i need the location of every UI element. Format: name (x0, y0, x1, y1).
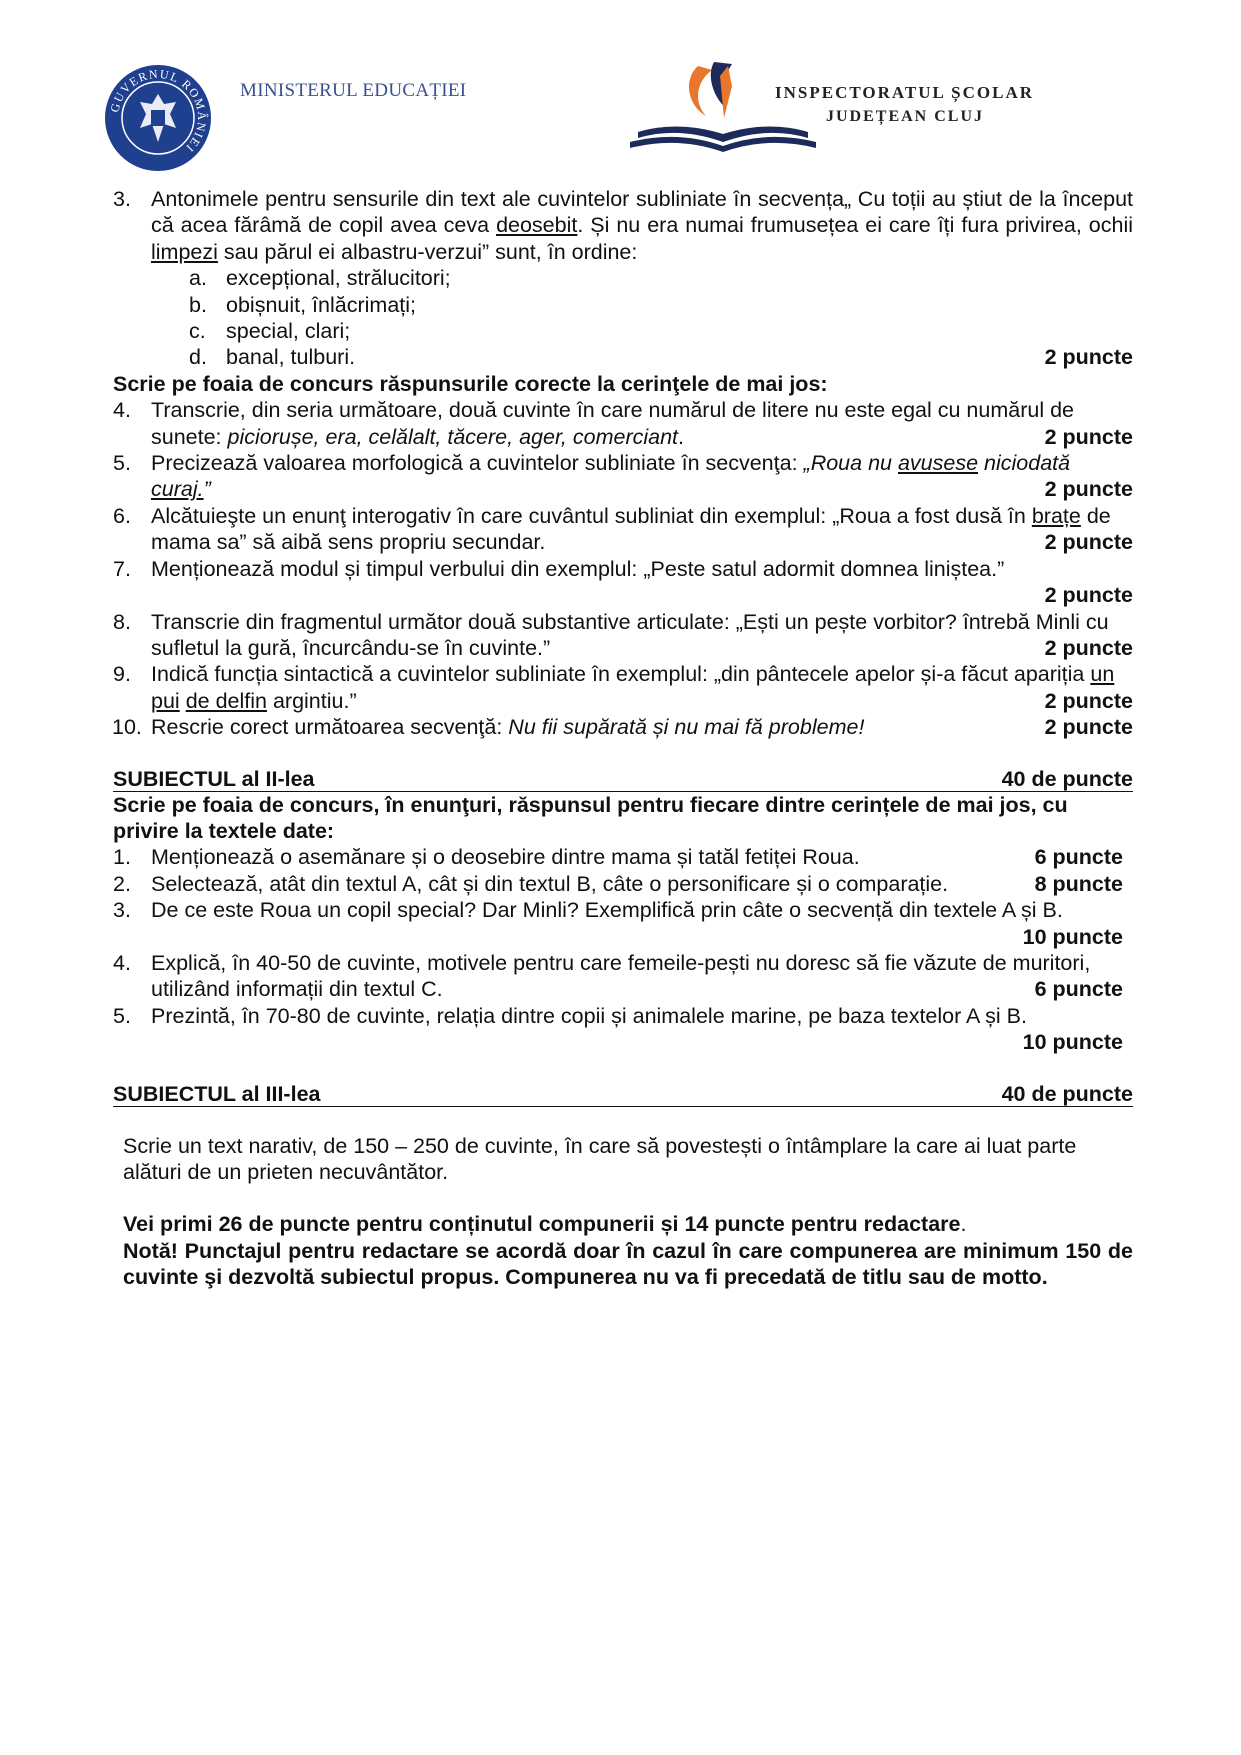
question-text: Rescrie corect următoarea secvenţă: (151, 715, 509, 740)
question-text: Menționează modul și timpul verbului din exemplul: „Peste satul adormit domnea liniștea.” (151, 556, 1005, 581)
question-text: Indică funcția sintactică a cuvintelor subliniate în exemplul: „din pântecele apelor și-a făcut apariția (151, 662, 1091, 687)
item-text: De ce este Roua un copil special? Dar Minli? Exemplifică prin câte o secvență din textele A și B. (151, 898, 1063, 923)
question-9 (113, 661, 1133, 714)
points-label: 6 puncte (1034, 845, 1123, 870)
essay-task: Scrie un text narativ, de 150 – 250 de cuvinte, în care să povestești o întâmplare la care ai luat parte alături de un prieten necuvântător. (123, 1133, 1077, 1184)
government-seal-logo (104, 64, 212, 172)
option-letter: a. (189, 266, 207, 291)
underlined-word: brațe (1031, 503, 1081, 528)
exam-content (113, 186, 1133, 1291)
item-text: Selectează, atât din textul A, cât și din textul B, câte o personificare și o comparație. (151, 871, 949, 896)
item-text: Explică, în 40-50 de cuvinte, motivele pentru care femeile-pești nu doresc să fie văzute de muritori, utilizând informații din textul C. (151, 950, 1091, 1002)
scoring-text: Vei primi 26 de puncte pentru conținutul compunerii și 14 puncte pentru redactare (123, 1212, 961, 1237)
option-b (113, 292, 1133, 318)
question-number: 3. (113, 187, 131, 211)
question-text: Alcătuieşte un enunţ interogativ în care cuvântul subliniat din exemplul: „Roua a fost dusă în (151, 503, 1032, 528)
points-label: 2 puncte (1044, 715, 1133, 740)
question-number: 6. (113, 503, 131, 528)
underlined-word: deosebit (496, 213, 578, 238)
subject-title: SUBIECTUL al II-lea (113, 766, 315, 791)
underlined-word: limpezi (151, 239, 218, 264)
question-number: 10. (112, 715, 142, 740)
inspectorate-name-line2: JUDEȚEAN CLUJ (826, 108, 985, 125)
option-letter: b. (189, 292, 207, 317)
item-number: 5. (113, 1003, 131, 1028)
question-6 (113, 503, 1133, 556)
page-header (0, 0, 1241, 175)
subject-points: 40 de puncte (1001, 766, 1133, 791)
scoring-text: . (960, 1212, 967, 1237)
points-label: 2 puncte (1044, 688, 1133, 713)
option-a (113, 265, 1133, 291)
points-label: 2 puncte (1044, 477, 1133, 502)
word-list: piciorușe, era, celălalt, tăcere, ager, comerciant (227, 424, 679, 449)
scoring-note: Notă! Punctajul pentru redactare se acordă doar în cazul în care compunerea are minimum 150 de cuvinte şi dezvoltă subiectul propus. Compunerea nu va fi precedată de titlu sau de motto. (123, 1238, 1133, 1290)
points-label: 8 puncte (1034, 871, 1123, 896)
subject-title: SUBIECTUL al III-lea (113, 1081, 321, 1106)
question-text: de mama sa” să aibă sens propriu secundar. (151, 503, 1111, 555)
question-text: . (678, 424, 685, 449)
points-label: 2 puncte (1044, 583, 1133, 608)
question-text: sau părul ei albastru-verzui” sunt, în ordine: (217, 239, 638, 264)
underlined-word: de delfin (185, 688, 267, 713)
points-label: 2 puncte (1044, 635, 1133, 660)
item-number: 3. (113, 898, 131, 923)
subject-3-heading (113, 1082, 1133, 1107)
question-number: 7. (113, 556, 131, 581)
question-text: Precizează valoarea morfologică a cuvintelor subliniate în secvenţa: (151, 451, 804, 476)
option-text: special, clari; (226, 319, 351, 344)
underlined-word: curaj. (151, 477, 204, 502)
scoring-info (113, 1211, 1133, 1237)
question-text: Transcrie, din seria următoare, două cuvinte în care numărul de litere nu este egal cu numărul de sunete: (151, 398, 1074, 449)
question-5 (113, 450, 1133, 503)
points-label: 2 puncte (1044, 345, 1133, 370)
question-text: Transcrie din fragmentul următor două substantive articulate: „Ești un pește vorbitor? întrebă Minli cu sufletul la gură, încurcându-se în cuvinte.” (151, 609, 1109, 660)
item-number: 2. (113, 871, 131, 896)
question-8 (113, 609, 1133, 662)
question-3 (113, 186, 1133, 265)
option-text: banal, tulburi. (226, 345, 356, 370)
points-label: 10 puncte (1022, 924, 1123, 949)
underlined-word: avusese (897, 451, 979, 476)
subject-2-item-3 (113, 897, 1133, 950)
question-10 (113, 714, 1133, 740)
subject-2-item-5 (113, 1003, 1133, 1056)
instruction-heading: Scrie pe foaia de concurs răspunsurile corecte la cerinţele de mai jos: (113, 371, 828, 396)
option-letter: c. (189, 319, 206, 344)
subject-2-instruction: Scrie pe foaia de concurs, în enunţuri, răspunsul pentru fiecare dintre cerințele de mai jos, cu privire la textele date: (113, 792, 1068, 843)
ministry-title: MINISTERUL EDUCAȚIEI (240, 80, 467, 101)
question-number: 8. (113, 609, 131, 634)
subject-2-item-1 (113, 844, 1133, 870)
subject-2-heading (113, 767, 1133, 792)
quote-text: niciodată (978, 451, 1071, 476)
question-number: 9. (113, 662, 131, 687)
inspectorate-name-line1: INSPECTORATUL ȘCOLAR (775, 83, 1035, 102)
item-text: Menționează o asemănare și o deosebire dintre mama și tatăl fetiței Roua. (151, 845, 860, 870)
option-letter: d. (189, 345, 207, 370)
item-number: 1. (113, 845, 131, 870)
inspectorate-logo (628, 56, 818, 156)
question-7 (113, 556, 1133, 609)
option-text: obișnuit, înlăcrimați; (226, 292, 416, 317)
question-text: Antonimele pentru sensurile din text ale cuvintelor subliniate în secvența„ Cu toții au știut de la început că acea fărâmă de copil avea ceva (151, 187, 1133, 238)
subject-2-item-4 (113, 950, 1133, 1003)
question-text: argintiu.” (266, 688, 357, 713)
points-label: 6 puncte (1034, 977, 1123, 1002)
option-text: excepțional, strălucitori; (226, 266, 451, 291)
sentence-to-correct: Nu fii supărată și nu mai fă probleme! (508, 715, 865, 740)
option-d (113, 344, 1133, 370)
points-label: 2 puncte (1044, 424, 1133, 449)
option-c (113, 318, 1133, 344)
quote-text: „Roua nu (803, 451, 898, 476)
item-number: 4. (113, 950, 131, 975)
svg-text:GUVERNUL ROMÂNIEI: GUVERNUL ROMÂNIEI (107, 66, 210, 156)
points-label: 10 puncte (1022, 1030, 1123, 1055)
question-number: 5. (113, 451, 131, 476)
quote-text: ” (203, 477, 211, 502)
question-4 (113, 397, 1133, 450)
subject-2-item-2 (113, 871, 1133, 897)
question-text: . Și nu era numai frumusețea ei care îți fura privirea, ochii (577, 213, 1133, 238)
question-number: 4. (113, 398, 131, 423)
points-label: 2 puncte (1044, 530, 1133, 555)
underlined-word: un pui (151, 662, 1115, 713)
item-text: Prezintă, în 70-80 de cuvinte, relația dintre copii și animalele marine, pe baza textelor A și B. (151, 1003, 1027, 1028)
subject-points: 40 de puncte (1001, 1081, 1133, 1106)
